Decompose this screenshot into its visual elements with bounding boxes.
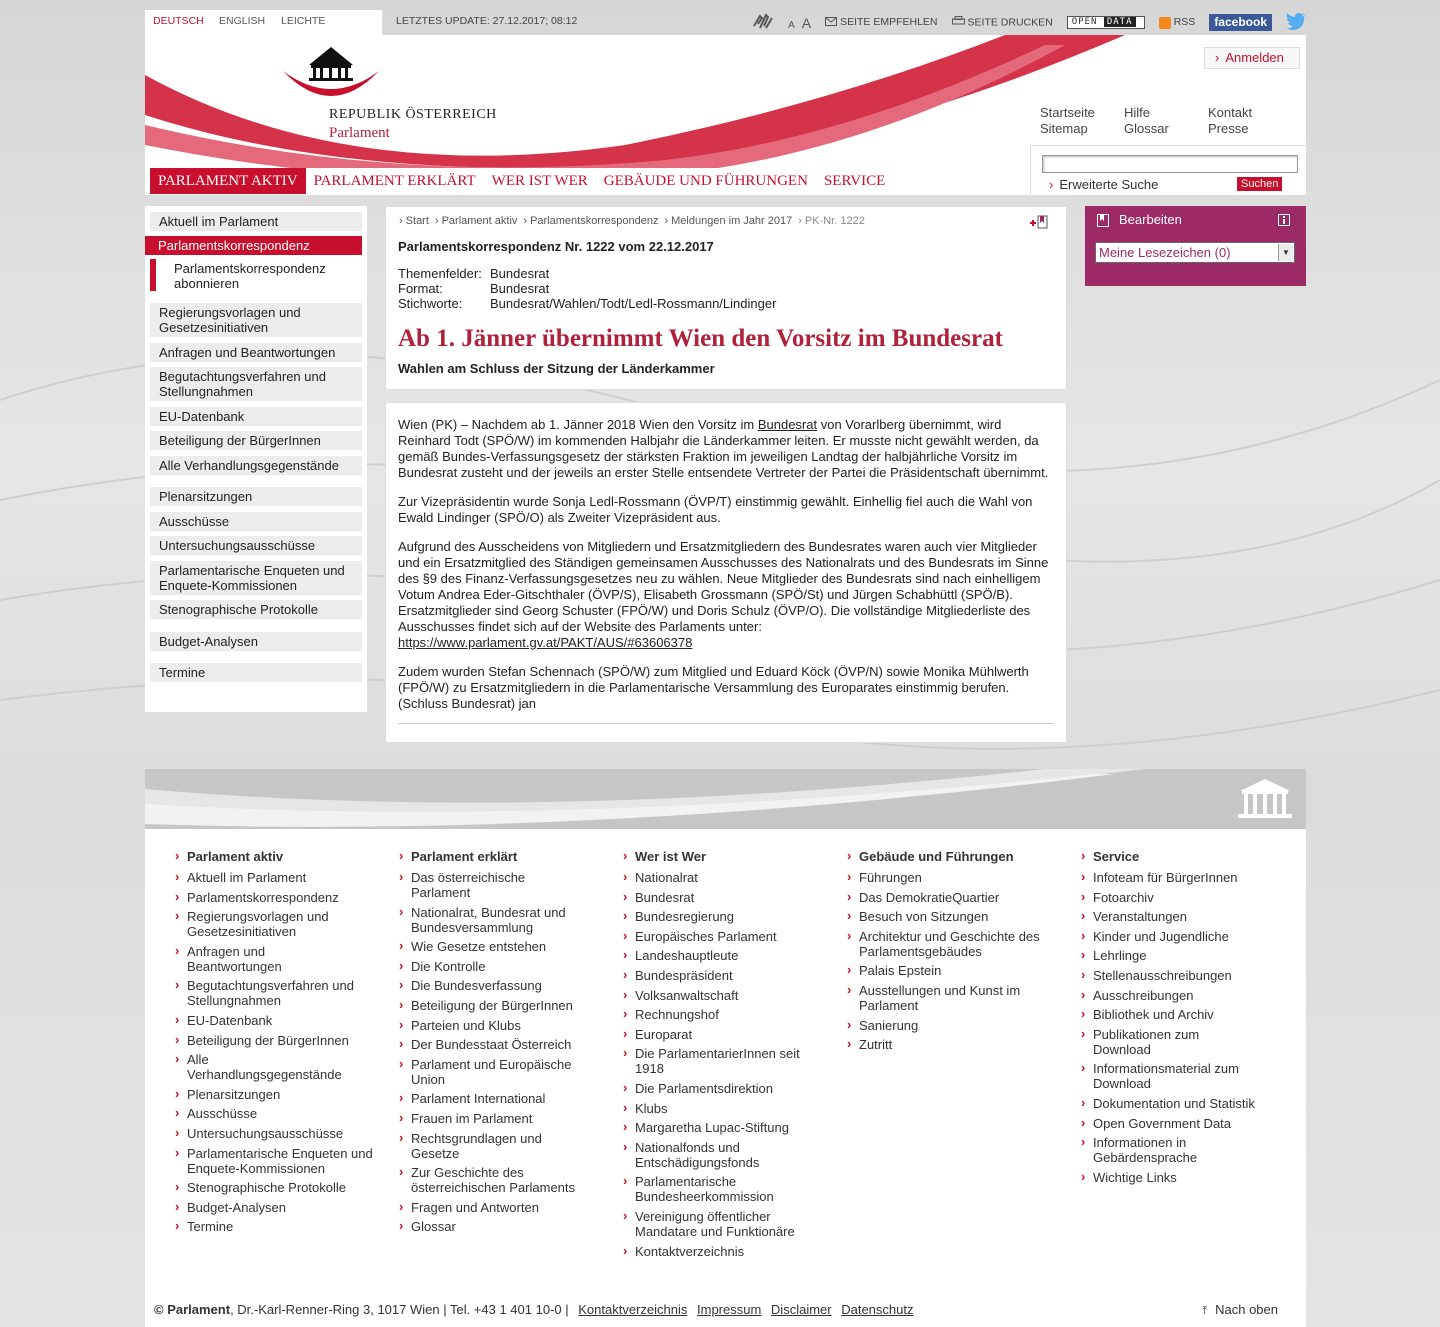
- pk-title: Parlamentskorrespondenz Nr. 1222 vom 22.12.2017: [398, 239, 714, 254]
- footer-link[interactable]: › Veranstaltungen: [1081, 909, 1281, 924]
- paragraph: [398, 417, 1054, 481]
- footer-link[interactable]: › Dokumentation und Statistik: [1081, 1096, 1281, 1111]
- leftnav-item[interactable]: EU-Datenbank: [150, 407, 362, 426]
- nav-parlament-aktiv[interactable]: PARLAMENT AKTIV: [150, 168, 306, 194]
- bookmarks-select-value: Meine Lesezeichen (0): [1099, 245, 1231, 260]
- mail-icon: [825, 17, 837, 29]
- footer-col-title[interactable]: › Wer ist Wer: [623, 849, 823, 864]
- footer-link[interactable]: › Publikationen zum Download: [1081, 1027, 1221, 1057]
- logo-parlament: Parlament: [329, 125, 390, 141]
- footer-list: [623, 870, 823, 1259]
- footer-link[interactable]: › Ausschreibungen: [1081, 988, 1281, 1003]
- paragraph-text: von Vorarlberg übernimmt, wird Reinhard Todt (SPÖ/W) im kommenden Halbjahr die Länderkammer leiten. Er musste nicht gewählt werden, da gemäß Bundes-Verfassungsgesetz der stärksten Fraktion im jeweiligen Landtag der halbjährliche Vorsitz im Bundesrat zusteht und der jeweils an erster Stelle entsendete Vertreter der Partei die Präsidentschaft übernimmt.: [398, 417, 1049, 480]
- leftnav-item[interactable]: Ausschüsse: [150, 512, 362, 531]
- parliament-building-icon: [1236, 777, 1294, 821]
- back-to-top-label: Nach oben: [1215, 1302, 1278, 1317]
- lang-deutsch[interactable]: DEUTSCH: [145, 10, 213, 35]
- footer-link[interactable]: › Parlament und Europäische Union: [399, 1057, 599, 1087]
- open-data-data: DATA: [1104, 17, 1136, 27]
- footer-col-title[interactable]: › Gebäude und Führungen: [847, 849, 1047, 864]
- footer-link[interactable]: › Glossar: [399, 1219, 599, 1234]
- footer-link[interactable]: › Termine: [175, 1219, 375, 1234]
- leftnav-item[interactable]: Regierungsvorlagen und Gesetzesinitiativen: [150, 303, 362, 337]
- open-data-open: OPEN: [1071, 17, 1098, 27]
- search-button[interactable]: Suchen: [1237, 177, 1282, 191]
- article-header-card: [385, 206, 1067, 390]
- footer-link-datenschutz[interactable]: Datenschutz: [841, 1302, 914, 1317]
- footer-link[interactable]: › Europäisches Parlament: [623, 929, 823, 944]
- rss-icon: [1159, 17, 1171, 29]
- leftnav-item[interactable]: Termine: [150, 663, 362, 682]
- footer-link[interactable]: › Infoteam für BürgerInnen: [1081, 870, 1281, 885]
- print-label: SEITE DRUCKEN: [967, 16, 1053, 29]
- footer-link[interactable]: › Untersuchungsausschüsse: [175, 1126, 375, 1141]
- footer-link[interactable]: › Klubs: [623, 1101, 823, 1116]
- meta-key: Format:: [398, 281, 443, 296]
- leftnav-item[interactable]: Stenographische Protokolle: [150, 600, 362, 619]
- footer-link[interactable]: › Das österreichische Parlament: [399, 870, 549, 900]
- footer-link[interactable]: › Europarat: [623, 1027, 823, 1042]
- meta-value: Bundesrat: [490, 266, 550, 281]
- footer-link[interactable]: › Kinder und Jugendliche: [1081, 929, 1281, 944]
- paragraph: [398, 539, 1054, 651]
- meta-row: [398, 281, 776, 296]
- meta-value: Bundesrat/Wahlen/Todt/Ledl-Rossmann/Lindinger: [490, 296, 777, 311]
- footer-link[interactable]: › Nationalfonds und Entschädigungsfonds: [623, 1140, 823, 1170]
- footer-link[interactable]: › Wichtige Links: [1081, 1170, 1281, 1185]
- breadcrumb-item[interactable]: › Parlamentskorrespondenz: [523, 215, 658, 227]
- left-nav: [145, 206, 367, 712]
- breadcrumb-item[interactable]: › Meldungen im Jahr 2017: [664, 215, 792, 227]
- printer-icon: [952, 16, 965, 29]
- footer-col-parlament-aktiv: [175, 849, 375, 1239]
- footer-link[interactable]: › Bundespräsident: [623, 968, 823, 983]
- footer-link[interactable]: › Führungen: [847, 870, 1047, 885]
- util-startseite[interactable]: Startseite: [1040, 105, 1095, 120]
- footer-swoosh: [145, 769, 1306, 829]
- footer-link[interactable]: › Alle Verhandlungsgegenstände: [175, 1052, 365, 1082]
- search-input[interactable]: [1042, 155, 1298, 173]
- add-bookmark-icon[interactable]: [1030, 215, 1048, 232]
- util-sitemap[interactable]: Sitemap: [1040, 121, 1088, 136]
- meta-row: [398, 266, 776, 281]
- rss-link[interactable]: [1159, 16, 1196, 28]
- article-meta: [398, 266, 776, 311]
- breadcrumb-current: › PK-Nr. 1222: [798, 215, 865, 227]
- footer-list: [175, 870, 375, 1234]
- footer-link[interactable]: › Parlament International: [399, 1091, 599, 1106]
- footer-link[interactable]: › Regierungsvorlagen und Gesetzesinitiativen: [175, 909, 375, 939]
- footer-link[interactable]: › EU-Datenbank: [175, 1013, 375, 1028]
- footer-link[interactable]: › Budget-Analysen: [175, 1200, 375, 1215]
- sign-language-icon[interactable]: [752, 12, 774, 33]
- util-kontakt[interactable]: Kontakt: [1208, 105, 1253, 120]
- footer-col-service: [1081, 849, 1281, 1189]
- nav-wer-ist-wer[interactable]: WER IST WER: [491, 173, 588, 189]
- util-glossar[interactable]: Glossar: [1124, 121, 1169, 136]
- nav-gebaeude-fuehrungen[interactable]: GEBÄUDE UND FÜHRUNGEN: [603, 173, 808, 189]
- footer-band: [145, 769, 1306, 829]
- copyright: [154, 1302, 913, 1317]
- recommend-label: SEITE EMPFEHLEN: [840, 16, 938, 29]
- footer-link[interactable]: › Plenarsitzungen: [175, 1087, 375, 1102]
- footer-col-gebaeude: [847, 849, 1047, 1057]
- arrow-up-icon: ⤒: [1202, 1305, 1208, 1317]
- footer-list: [847, 870, 1047, 1052]
- last-update: LETZTES UPDATE: 27.12.2017; 08:12: [396, 15, 578, 27]
- leftnav-item[interactable]: Begutachtungsverfahren und Stellungnahmen: [150, 367, 362, 401]
- footer-link[interactable]: › Stenographische Protokolle: [175, 1180, 375, 1195]
- footer-link[interactable]: › Die Parlamentsdirektion: [623, 1081, 823, 1096]
- chevron-down-icon: ▼: [1278, 244, 1293, 261]
- footer-list: [1081, 870, 1281, 1185]
- util-col-3: [1208, 105, 1252, 137]
- article-body-card: [385, 402, 1067, 743]
- article-subhead: Wahlen am Schluss der Sitzung der Länderkammer: [398, 361, 715, 376]
- twitter-icon[interactable]: [1286, 13, 1306, 33]
- nav-service[interactable]: SERVICE: [823, 173, 886, 189]
- font-small-button[interactable]: A: [788, 19, 795, 31]
- footer-link[interactable]: › Informationsmaterial zum Download: [1081, 1061, 1281, 1091]
- leftnav-item-active[interactable]: Parlamentskorrespondenz: [145, 236, 362, 255]
- footer-link[interactable]: › Lehrlinge: [1081, 948, 1281, 963]
- footer-col-title[interactable]: › Service: [1081, 849, 1281, 864]
- util-hilfe[interactable]: Hilfe: [1124, 105, 1151, 120]
- meta-row: [398, 296, 776, 311]
- main-nav: [150, 168, 893, 194]
- footer-link[interactable]: › Vereinigung öffentlicher Mandatare und Funktionäre: [623, 1209, 823, 1239]
- footer-link[interactable]: › Frauen im Parlament: [399, 1111, 599, 1126]
- leftnav-item[interactable]: Untersuchungsausschüsse: [150, 536, 362, 555]
- footer-link[interactable]: › Stellenausschreibungen: [1081, 968, 1281, 983]
- footer-link[interactable]: › Rechnungshof: [623, 1007, 823, 1022]
- footer-list: [399, 870, 599, 1234]
- footer-col-parlament-erklaert: [399, 849, 599, 1239]
- footer-link[interactable]: › Begutachtungsverfahren und Stellungnahmen: [175, 978, 375, 1008]
- footer-link[interactable]: › Zur Geschichte des österreichischen Parlaments: [399, 1165, 599, 1195]
- paragraph: Zudem wurden Stefan Schennach (SPÖ/W) zum Mitglied und Eduard Köck (ÖVP/N) sowie Monika Mühlwerth (FPÖ/W) zu Ersatzmitgliedern in die Parlamentarische Versammlung des Europarates einstimmig berufen. (Schluss Bundesrat) jan: [398, 664, 1029, 711]
- tools: [752, 10, 1306, 35]
- footer-link-disclaimer[interactable]: Disclaimer: [770, 1302, 832, 1317]
- back-to-top-link[interactable]: [1202, 1302, 1278, 1318]
- paragraph-text: Wien (PK) – Nachdem ab 1. Jänner 2018 Wien den Vorsitz im: [398, 417, 758, 432]
- footer-link[interactable]: › Bibliothek und Archiv: [1081, 1007, 1281, 1022]
- footer-link[interactable]: › Palais Epstein: [847, 963, 1047, 978]
- search-box: [1030, 145, 1306, 195]
- footer-link[interactable]: › Besuch von Sitzungen: [847, 909, 1047, 924]
- footer-link[interactable]: › Margaretha Lupac-Stiftung: [623, 1120, 823, 1135]
- print-link[interactable]: [952, 16, 1053, 29]
- footer-link[interactable]: › Rechtsgrundlagen und Gesetze: [399, 1131, 559, 1161]
- breadcrumb: [399, 215, 865, 227]
- footer-link[interactable]: › Die ParlamentarierInnen seit 1918: [623, 1046, 823, 1076]
- footer-col-title[interactable]: › Parlament erklärt: [399, 849, 599, 864]
- footer-link[interactable]: › Parlamentarische Bundesheerkommission: [623, 1174, 783, 1204]
- font-size-toggle: [788, 15, 811, 31]
- paragraph: Zur Vizepräsidentin wurde Sonja Ledl-Rossmann (ÖVP/T) einstimmig gewählt. Einhellig fiel auch die Wahl von Ewald Lindinger (SPÖ/O) als Zweiter Vizepräsident aus.: [398, 494, 1033, 525]
- footer-link[interactable]: › Parlamentskorrespondenz: [175, 890, 375, 905]
- footer-link[interactable]: › Informationen in Gebärdensprache: [1081, 1135, 1221, 1165]
- breadcrumb-item[interactable]: › Parlament aktiv: [435, 215, 517, 227]
- util-presse[interactable]: Presse: [1208, 121, 1249, 136]
- nav-parlament-erklaert[interactable]: PARLAMENT ERKLÄRT: [313, 173, 476, 189]
- info-icon[interactable]: [1278, 214, 1290, 229]
- footer-link[interactable]: › Beteiligung der BürgerInnen: [175, 1033, 375, 1048]
- meta-key: Themenfelder:: [398, 266, 482, 281]
- footer-link[interactable]: › Anfragen und Beantwortungen: [175, 944, 305, 974]
- site-footer: [145, 829, 1306, 1327]
- footer-col-title[interactable]: › Parlament aktiv: [175, 849, 375, 864]
- site-header: [145, 35, 1306, 195]
- advanced-search-link[interactable]: › Erweiterte Suche: [1049, 177, 1158, 192]
- meta-value: Bundesrat: [490, 281, 550, 296]
- footer-col-wer-ist-wer: [623, 849, 823, 1263]
- footer-link[interactable]: › Aktuell im Parlament: [175, 870, 375, 885]
- font-large-button[interactable]: A: [801, 14, 812, 31]
- footer-link[interactable]: › Bundesrat: [623, 890, 823, 905]
- logo-text: [329, 107, 497, 142]
- util-col-1: [1040, 105, 1095, 137]
- footer-link-kontaktverzeichnis[interactable]: Kontaktverzeichnis: [578, 1302, 688, 1317]
- meta-key: Stichworte:: [398, 296, 463, 311]
- footer-link[interactable]: › Kontaktverzeichnis: [623, 1244, 823, 1259]
- leftnav-item[interactable]: Budget-Analysen: [150, 632, 362, 651]
- open-data-link[interactable]: [1067, 16, 1145, 29]
- leftnav-item[interactable]: Parlamentarische Enqueten und Enquete-Kommissionen: [150, 561, 362, 595]
- footer-link[interactable]: › Sanierung: [847, 1018, 1047, 1033]
- footer-link[interactable]: › Das DemokratieQuartier: [847, 890, 1047, 905]
- facebook-link[interactable]: facebook: [1209, 14, 1272, 31]
- footer-link[interactable]: › Parlamentarische Enqueten und Enquete-Kommissionen: [175, 1146, 375, 1176]
- leftnav-item[interactable]: Anfragen und Beantwortungen: [150, 343, 362, 362]
- leftnav-item[interactable]: Beteiligung der BürgerInnen: [150, 431, 362, 450]
- article-headline: Ab 1. Jänner übernimmt Wien den Vorsitz im Bundesrat: [398, 325, 1003, 352]
- footer-link[interactable]: › Parteien und Klubs: [399, 1018, 599, 1033]
- bookmarks-select[interactable]: [1095, 242, 1295, 263]
- recommend-link[interactable]: [825, 16, 937, 28]
- footer-link-impressum[interactable]: Impressum: [697, 1302, 762, 1317]
- top-bar: [145, 10, 1306, 35]
- rss-label: RSS: [1173, 16, 1196, 29]
- edit-panel: [1085, 206, 1306, 286]
- footer-link[interactable]: › Der Bundesstaat Österreich: [399, 1037, 599, 1052]
- bundesrat-link[interactable]: Bundesrat: [757, 417, 818, 432]
- footer-link[interactable]: › Die Kontrolle: [399, 959, 599, 974]
- footer-link[interactable]: › Die Bundesverfassung: [399, 978, 599, 993]
- footer-link[interactable]: › Ausstellungen und Kunst im Parlament: [847, 983, 1047, 1013]
- leftnav-subitem[interactable]: Parlamentskorrespondenz abonnieren: [150, 259, 362, 291]
- footer-link[interactable]: › Nationalrat: [623, 870, 823, 885]
- copyright-address: , Dr.-Karl-Renner-Ring 3, 1017 Wien | Tel. +43 1 401 10-0 |: [230, 1302, 569, 1317]
- footer-link[interactable]: › Open Government Data: [1081, 1116, 1281, 1131]
- footer-link[interactable]: › Wie Gesetze entstehen: [399, 939, 599, 954]
- logo-republik: REPUBLIK ÖSTERREICH: [329, 107, 497, 122]
- footer-link[interactable]: › Zutritt: [847, 1037, 1047, 1052]
- article-body: [398, 417, 1054, 725]
- leftnav-item[interactable]: Plenarsitzungen: [150, 487, 362, 506]
- members-list-link[interactable]: https://www.parlament.gv.at/PAKT/AUS/#63606378: [398, 635, 693, 650]
- edit-panel-title: Bearbeiten: [1119, 212, 1182, 227]
- footer-link[interactable]: › Architektur und Geschichte des Parlamentsgebäudes: [847, 929, 1047, 959]
- breadcrumb-item[interactable]: › Start: [399, 215, 429, 227]
- lang-english[interactable]: ENGLISH: [211, 10, 274, 35]
- footer-link[interactable]: › Fragen und Antworten: [399, 1200, 599, 1215]
- footer-link[interactable]: › Fotoarchiv: [1081, 890, 1281, 905]
- util-col-2: [1124, 105, 1169, 137]
- lang-leichte-sprache[interactable]: LEICHTE: [273, 10, 383, 35]
- leftnav-item[interactable]: Alle Verhandlungsgegenstände: [150, 456, 362, 475]
- footer-link[interactable]: › Volksanwaltschaft: [623, 988, 823, 1003]
- copyright-brand: © Parlament: [154, 1302, 231, 1317]
- leftnav-item[interactable]: Aktuell im Parlament: [150, 212, 362, 231]
- footer-link[interactable]: › Beteiligung der BürgerInnen: [399, 998, 599, 1013]
- footer-link[interactable]: › Ausschüsse: [175, 1106, 375, 1121]
- divider: [398, 723, 1054, 724]
- footer-link[interactable]: › Nationalrat, Bundesrat und Bundesversammlung: [399, 905, 599, 935]
- paragraph-text: Aufgrund des Ausscheidens von Mitgliedern und Ersatzmitgliedern des Bundesrates waren auch vier Mitglieder und ein Ersatzmitglied des Ständigen gemeinsamen Ausschusses des Nationalrats und des Bundesrats im Sinne des §9 des Finanz-Verfassungsgesetzes neu zu wählen. Neue Mitglieder des Bundesrats sind nach einhelligem Votum Andrea Eder-Gitschthaler (ÖVP/S), Elisabeth Grossmann (SPÖ/St) und Jürgen Schabhüttl (SPÖ/B). Ersatzmitglieder sind Georg Schuster (FPÖ/W) und Doris Schulz (ÖVP/O). Die vollständige Mitgliederliste des Ausschusses findet sich auf der Website des Parlaments unter:: [398, 539, 1049, 634]
- parliament-logo[interactable]: [275, 41, 387, 101]
- footer-link[interactable]: › Landeshauptleute: [623, 948, 823, 963]
- login-button[interactable]: › Anmelden: [1204, 47, 1300, 69]
- footer-link[interactable]: › Bundesregierung: [623, 909, 823, 924]
